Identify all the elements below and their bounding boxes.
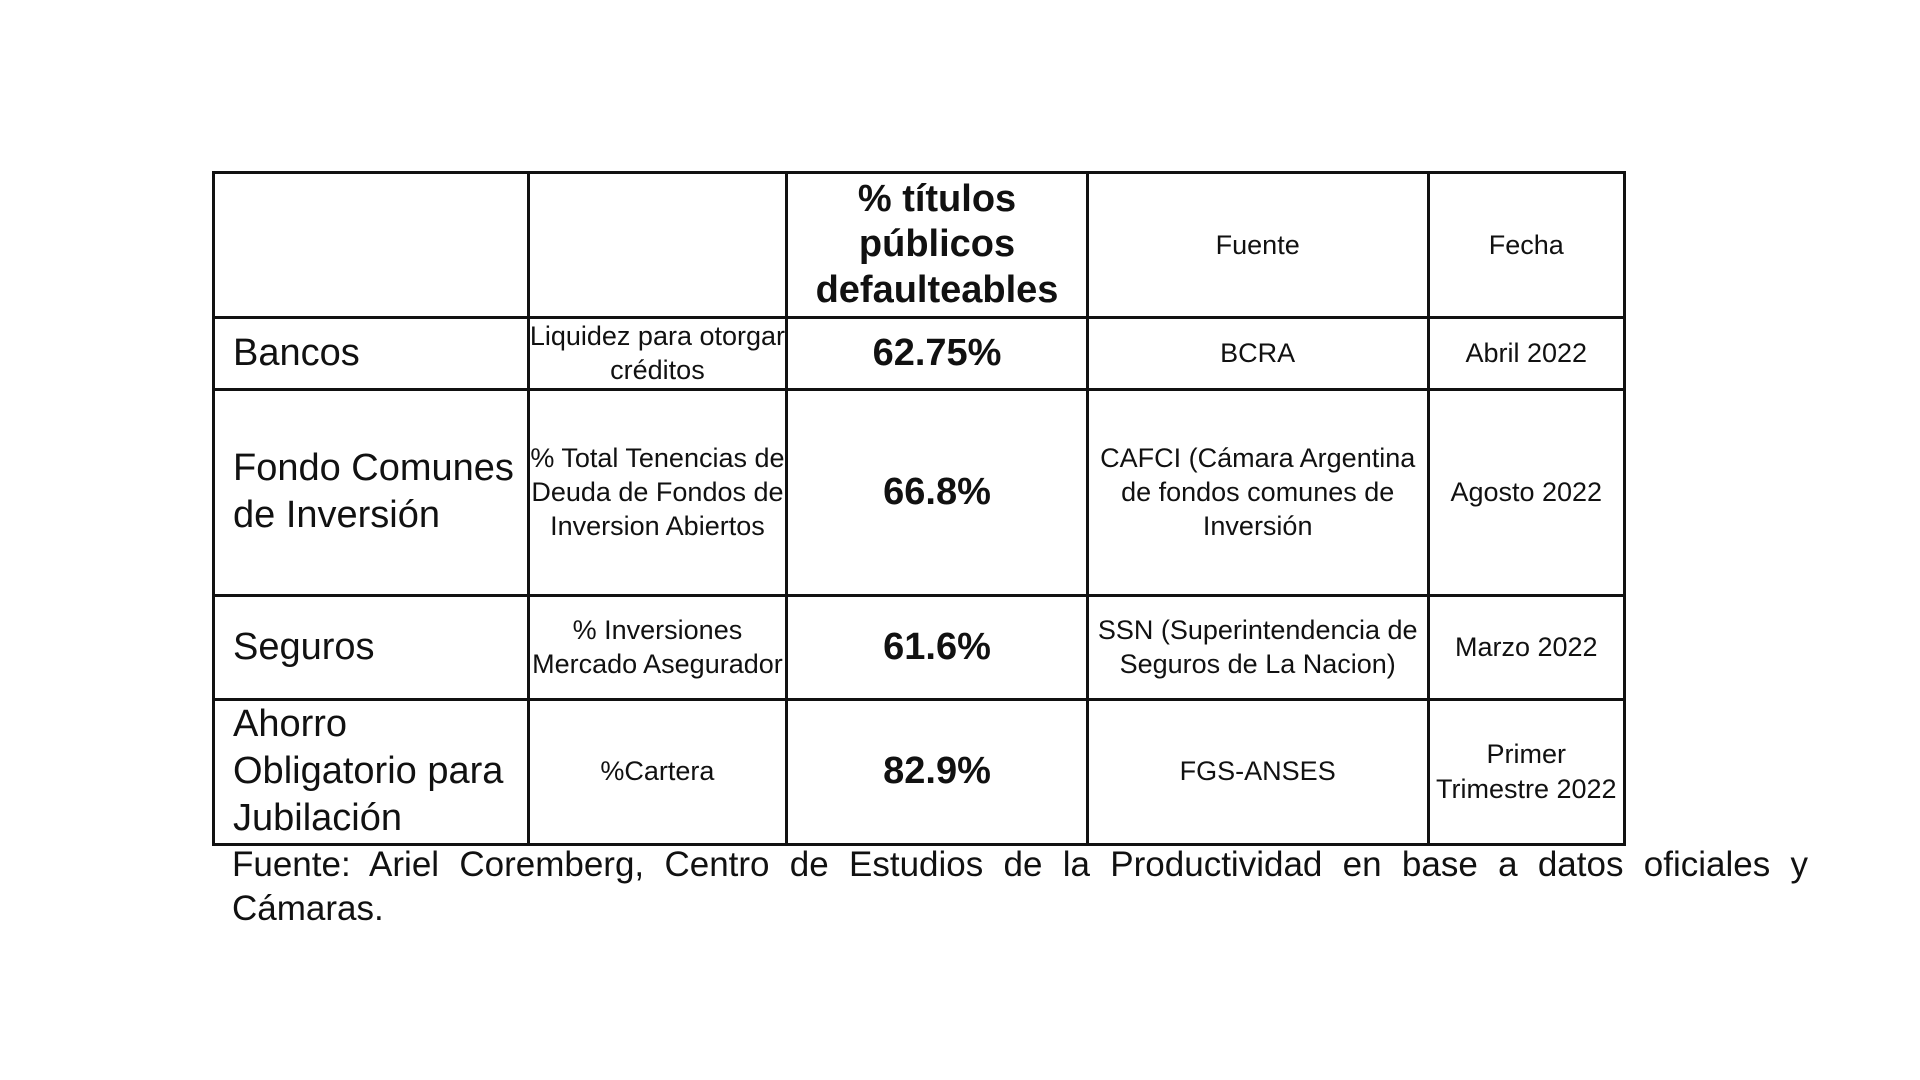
header-metric-cell bbox=[528, 173, 787, 318]
header-percent-cell: % títulos públicos defaulteables bbox=[787, 173, 1088, 318]
table-row bbox=[214, 389, 1625, 595]
row-date-cell: Abril 2022 bbox=[1428, 318, 1624, 390]
header-date-cell: Fecha bbox=[1428, 173, 1624, 318]
public-debt-exposure-table bbox=[212, 171, 1626, 846]
row-source-cell: BCRA bbox=[1087, 318, 1428, 390]
row-source-cell: CAFCI (Cámara Argentina de fondos comunes de Inversión bbox=[1087, 389, 1428, 595]
row-metric-cell: % Inversiones Mercado Asegurador bbox=[528, 595, 787, 699]
row-source-cell: SSN (Superintendencia de Seguros de La Nacion) bbox=[1087, 595, 1428, 699]
table-row bbox=[214, 699, 1625, 844]
row-source-cell: FGS-ANSES bbox=[1087, 699, 1428, 844]
row-metric-cell: %Cartera bbox=[528, 699, 787, 844]
row-metric-cell: % Total Tenencias de Deuda de Fondos de Inversion Abiertos bbox=[528, 389, 787, 595]
table-row bbox=[214, 595, 1625, 699]
row-percent-cell: 61.6% bbox=[787, 595, 1088, 699]
header-source-cell: Fuente bbox=[1087, 173, 1428, 318]
row-category-cell: Ahorro Obligatorio para Jubilación bbox=[214, 699, 529, 844]
row-category-cell: Fondo Comunes de Inversión bbox=[214, 389, 529, 595]
row-date-cell: Marzo 2022 bbox=[1428, 595, 1624, 699]
row-metric-cell: Liquidez para otorgar créditos bbox=[528, 318, 787, 390]
source-caption: Fuente: Ariel Coremberg, Centro de Estudios de la Productividad en base a datos oficiales y Cámaras. bbox=[232, 845, 1808, 929]
row-category-cell: Seguros bbox=[214, 595, 529, 699]
row-percent-cell: 66.8% bbox=[787, 389, 1088, 595]
row-category-cell: Bancos bbox=[214, 318, 529, 390]
table-row bbox=[214, 318, 1625, 390]
row-date-cell: Primer Trimestre 2022 bbox=[1428, 699, 1624, 844]
row-percent-cell: 82.9% bbox=[787, 699, 1088, 844]
table-header-row bbox=[214, 173, 1625, 318]
row-percent-cell: 62.75% bbox=[787, 318, 1088, 390]
header-category-cell bbox=[214, 173, 529, 318]
row-date-cell: Agosto 2022 bbox=[1428, 389, 1624, 595]
